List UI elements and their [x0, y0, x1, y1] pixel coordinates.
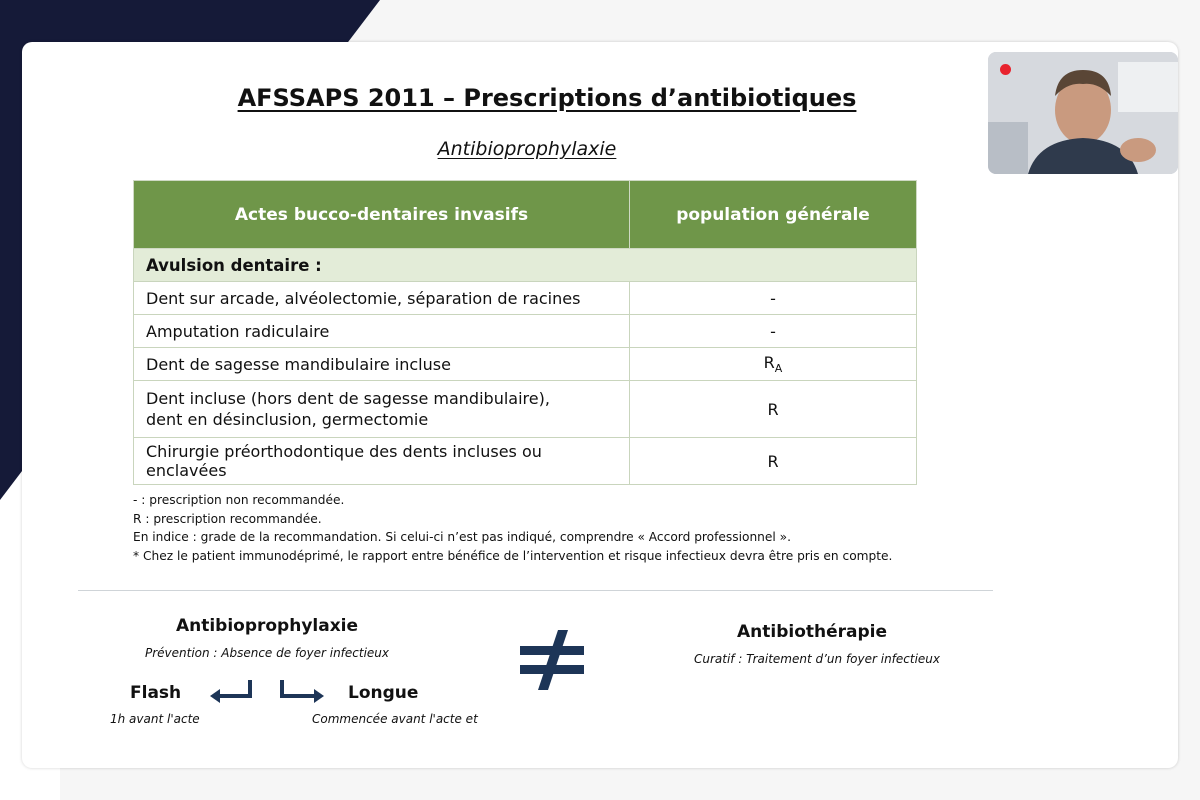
table-row: [134, 315, 917, 348]
row-value-grade: A: [774, 362, 783, 376]
antibioprophylaxie-description: Prévention : Absence de foyer infectieux: [144, 646, 390, 660]
flash-label: Flash: [130, 683, 182, 703]
row-value: -: [630, 315, 917, 348]
arrow-left-icon: [208, 678, 258, 708]
row-value: -: [630, 282, 917, 315]
row-value: R: [630, 381, 917, 438]
flash-description: 1h avant l'acte: [110, 712, 200, 726]
table-row: [134, 438, 917, 485]
slide-title: AFSSAPS 2011 – Prescriptions d’antibiotiques: [237, 84, 857, 112]
table-legend-notes: [133, 491, 892, 565]
table-row: [134, 381, 917, 438]
record-dot-icon: [1000, 64, 1011, 75]
note-line: * Chez le patient immunodéprimé, le rapport entre bénéfice de l’intervention et risque infectieux devra être pris en compte.: [133, 548, 893, 563]
table-row: [134, 282, 917, 315]
row-act: Chirurgie préorthodontique des dents incluses ou enclavées: [134, 438, 630, 485]
row-act: Dent de sagesse mandibulaire incluse: [134, 348, 630, 381]
row-value-cell: [630, 348, 917, 381]
table-row: [134, 348, 917, 381]
slide-subtitle: Antibioprophylaxie: [437, 138, 617, 160]
antibiotherapie-heading: Antibiothérapie: [736, 622, 888, 642]
note-line: - : prescription non recommandée.: [133, 493, 345, 507]
arrow-right-icon: [276, 678, 326, 708]
table-header-population: population générale: [630, 181, 917, 249]
row-act-line2: dent en désinclusion, germectomie: [146, 410, 429, 429]
presenter-avatar: [988, 52, 1178, 174]
section-label: Avulsion dentaire :: [134, 249, 917, 282]
antibioprophylaxie-heading: Antibioprophylaxie: [175, 616, 359, 636]
note-line: En indice : grade de la recommandation. Si celui-ci n’est pas indiqué, comprendre « Accord professionnel ».: [133, 530, 791, 544]
row-act-line1: Dent incluse (hors dent de sagesse mandibulaire),: [146, 389, 550, 408]
longue-description: Commencée avant l'acte et: [312, 712, 478, 726]
row-act: Dent sur arcade, alvéolectomie, séparation de racines: [134, 282, 630, 315]
not-equal-icon: [518, 630, 588, 690]
antibiotherapie-description: Curatif : Traitement d’un foyer infectieux: [693, 652, 941, 666]
table-section-row: [134, 249, 917, 282]
row-value: R: [630, 438, 917, 485]
note-line: R : prescription recommandée.: [133, 511, 322, 526]
longue-label: Longue: [348, 683, 419, 703]
section-divider: [78, 590, 993, 591]
row-act-cell: [134, 381, 630, 438]
recommendation-table: [133, 180, 917, 485]
table-header-row: [134, 181, 917, 249]
row-act: Amputation radiculaire: [134, 315, 630, 348]
presenter-video-thumbnail[interactable]: [988, 52, 1178, 174]
row-value: R: [763, 352, 775, 372]
table-header-acts: Actes bucco-dentaires invasifs: [134, 181, 630, 249]
